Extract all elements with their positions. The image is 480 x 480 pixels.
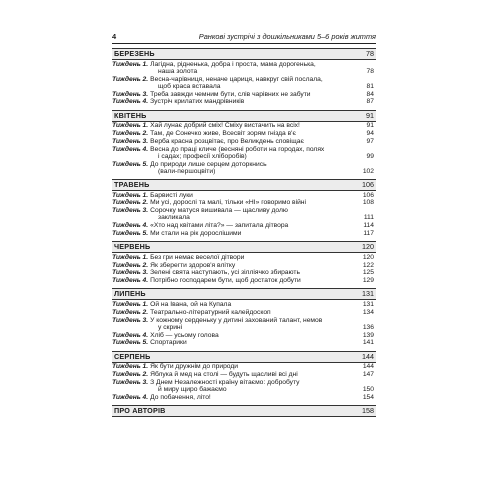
month-name: ТРАВЕНЬ — [114, 179, 150, 189]
toc-entry — [112, 363, 376, 370]
toc-entry — [112, 262, 376, 269]
entry-title-continuation: щоб краса вставала — [158, 82, 221, 90]
entry-title: З Днем Незалежності країну вітаємо: добробуту — [150, 378, 300, 386]
toc-entry — [112, 199, 376, 206]
entry-title: Потрібно господарем бути, щоб достаток добути — [150, 277, 301, 285]
entry-title: «Хто над квітами літа?» — запитала дітвора — [150, 222, 289, 230]
month-page-number: 120 — [362, 242, 374, 252]
week-label: Тиждень 1. — [112, 363, 149, 371]
entry-title: Барвисті луки — [150, 191, 193, 199]
week-label: Тиждень 5. — [112, 339, 149, 347]
entry-page-number: 134 — [362, 308, 374, 316]
entry-title: Весна-чарівниця, неначе цариця, навкруг свій послала, — [150, 75, 323, 83]
week-label: Тиждень 3. — [112, 207, 149, 215]
entry-page-number: 125 — [362, 269, 374, 277]
entry-title: Верба красна розцвітає, про Великдень сповіщає — [150, 137, 304, 145]
entry-title: Як бути дружнім до природи — [150, 363, 238, 371]
toc-entry — [112, 146, 376, 160]
entry-title-continuation: (вали-першоцвіти) — [158, 167, 216, 175]
week-label: Тиждень 3. — [112, 137, 149, 145]
toc-entry — [112, 371, 376, 378]
toc-entry — [112, 309, 376, 316]
week-label: Тиждень 1. — [112, 60, 149, 68]
week-label: Тиждень 3. — [112, 378, 149, 386]
entry-page-number: 117 — [363, 229, 374, 237]
entry-title: Ой на Івана, ой на Купала — [150, 300, 232, 308]
week-label: Тиждень 5. — [112, 160, 149, 168]
entry-title: Там, де Сонечко живе, Всесвіт зорям гнізда в'є — [150, 129, 296, 137]
page-header — [112, 30, 376, 44]
week-label: Тиждень 5. — [112, 229, 149, 237]
entry-title: У кожному серденьку у дитині захований талант, немов — [150, 316, 323, 324]
entry-title: Театрально-літературний калейдоскоп — [150, 308, 271, 316]
entry-page-number: 81 — [366, 82, 374, 90]
entry-title: Ми усі, дорослі та малі, тільки «НІ» говоримо війні — [150, 199, 306, 207]
entry-title-continuation: і садах; професії хліборобів) — [158, 152, 247, 160]
toc-entry — [112, 222, 376, 229]
week-label: Тиждень 4. — [112, 277, 149, 285]
toc-entry — [112, 230, 376, 237]
toc-entry — [112, 130, 376, 137]
week-label: Тиждень 4. — [112, 393, 149, 401]
entry-title-continuation: закликала — [158, 214, 190, 222]
toc-month-header — [112, 351, 376, 363]
month-name: ЧЕРВЕНЬ — [114, 242, 151, 252]
entry-title: Ми стали на рік дорослішими — [150, 229, 242, 237]
toc-month-header — [112, 288, 376, 300]
week-label: Тиждень 1. — [112, 122, 149, 130]
entry-page-number: 94 — [366, 129, 374, 137]
week-label: Тиждень 4. — [112, 98, 149, 106]
toc-entry — [112, 277, 376, 284]
week-label: Тиждень 2. — [112, 75, 149, 83]
entry-page-number: 136 — [362, 323, 374, 331]
toc-entry — [112, 192, 376, 199]
page-number: 4 — [112, 32, 117, 41]
entry-page-number: 108 — [362, 199, 374, 207]
entry-page-number: 147 — [362, 370, 374, 378]
week-label: Тиждень 2. — [112, 199, 149, 207]
entry-page-number: 102 — [362, 167, 374, 175]
toc-entry — [112, 76, 376, 90]
month-name: СЕРПЕНЬ — [114, 351, 151, 361]
entry-title: Сорочку матуся вишивала — щасливу долю — [150, 207, 288, 215]
entry-page-number: 84 — [366, 90, 374, 98]
toc-entry — [112, 317, 376, 331]
entry-title: Без гри немає веселої дітвори — [150, 253, 245, 261]
entry-page-number: 106 — [362, 191, 374, 199]
entry-title: Весна до праці кличе (весняні роботи на городах, полях — [150, 145, 325, 153]
entry-title: Хліб — усьому голова — [150, 331, 219, 339]
week-label: Тиждень 4. — [112, 331, 149, 339]
toc-entry — [112, 332, 376, 339]
toc-entry — [112, 161, 376, 175]
toc-month-header — [112, 405, 376, 417]
week-label: Тиждень 2. — [112, 308, 149, 316]
week-label: Тиждень 1. — [112, 191, 149, 199]
week-label: Тиждень 1. — [112, 300, 149, 308]
toc-entry — [112, 61, 376, 75]
month-name: ПРО АВТОРІВ — [114, 405, 166, 415]
toc-entry — [112, 339, 376, 346]
entry-title: До побачення, літо! — [150, 393, 211, 401]
toc-entry — [112, 138, 376, 145]
week-label: Тиждень 1. — [112, 253, 149, 261]
entry-page-number: 99 — [366, 152, 374, 160]
entry-page-number: 111 — [363, 214, 374, 222]
entry-title: Лагідна, рідненька, добра і проста, мама дорогенька, — [150, 60, 316, 68]
entry-page-number: 78 — [366, 67, 374, 75]
week-label: Тиждень 2. — [112, 370, 149, 378]
toc-month-header — [112, 241, 376, 253]
entry-page-number: 114 — [363, 222, 374, 230]
entry-title: Спортарики — [150, 339, 187, 347]
toc-entry — [112, 122, 376, 129]
entry-page-number: 91 — [366, 122, 374, 130]
month-page-number: 106 — [362, 179, 374, 189]
entry-title: Зустріч крилатих мандрівників — [150, 98, 245, 106]
month-name: БЕРЕЗЕНЬ — [114, 49, 155, 58]
entry-title: Треба завжди чемним бути, слів чарівних не забути — [150, 90, 311, 98]
month-page-number: 158 — [362, 405, 374, 415]
week-label: Тиждень 3. — [112, 316, 149, 324]
toc-month-header — [112, 110, 376, 122]
month-name: КВІТЕНЬ — [114, 110, 147, 120]
toc-entry — [112, 98, 376, 105]
week-label: Тиждень 3. — [112, 269, 149, 277]
toc-entry — [112, 301, 376, 308]
week-label: Тиждень 2. — [112, 261, 149, 269]
entry-page-number: 139 — [362, 331, 374, 339]
entry-page-number: 150 — [362, 385, 374, 393]
entry-page-number: 144 — [362, 363, 374, 371]
entry-title-continuation: й миру щиро бажаємо — [158, 385, 227, 393]
week-label: Тиждень 3. — [112, 90, 149, 98]
toc-entry — [112, 91, 376, 98]
entry-title: До природи лише серцем доторкнись — [150, 160, 267, 168]
month-name: ЛИПЕНЬ — [114, 289, 146, 299]
entry-title-continuation: наша золота — [158, 67, 198, 75]
entry-title: Яблука й мед на столі — будуть щасливі всі дні — [150, 370, 298, 378]
entry-page-number: 131 — [362, 300, 374, 308]
week-label: Тиждень 2. — [112, 129, 149, 137]
toc-entry — [112, 207, 376, 221]
table-of-contents — [112, 48, 376, 417]
week-label: Тиждень 4. — [112, 145, 149, 153]
entry-page-number: 129 — [362, 277, 374, 285]
entry-page-number: 141 — [362, 339, 374, 347]
month-page-number: 78 — [366, 49, 374, 58]
entry-title-continuation: у скрині — [158, 323, 183, 331]
month-page-number: 91 — [366, 110, 374, 120]
month-page-number: 144 — [362, 351, 374, 361]
week-label: Тиждень 4. — [112, 222, 149, 230]
entry-title: Як зберегти здоров'я влітку — [150, 261, 236, 269]
entry-title: Хай лунає добрий сміх! Сміху вистачить на всіх! — [150, 122, 300, 130]
entry-title: Зелені свята наступають, усі зілліячко збирають — [150, 269, 300, 277]
toc-entry — [112, 269, 376, 276]
entry-page-number: 122 — [362, 261, 374, 269]
month-page-number: 131 — [362, 289, 374, 299]
toc-entry — [112, 254, 376, 261]
running-title: Ранкові зустрічі з дошкільниками 5–6 років життя — [198, 32, 376, 41]
toc-entry — [112, 379, 376, 393]
entry-page-number: 87 — [366, 98, 374, 106]
toc-entry — [112, 394, 376, 401]
toc-month-header — [112, 179, 376, 191]
toc-month-header — [112, 48, 376, 60]
entry-page-number: 97 — [366, 137, 374, 145]
entry-page-number: 154 — [362, 393, 374, 401]
entry-page-number: 120 — [362, 253, 374, 261]
